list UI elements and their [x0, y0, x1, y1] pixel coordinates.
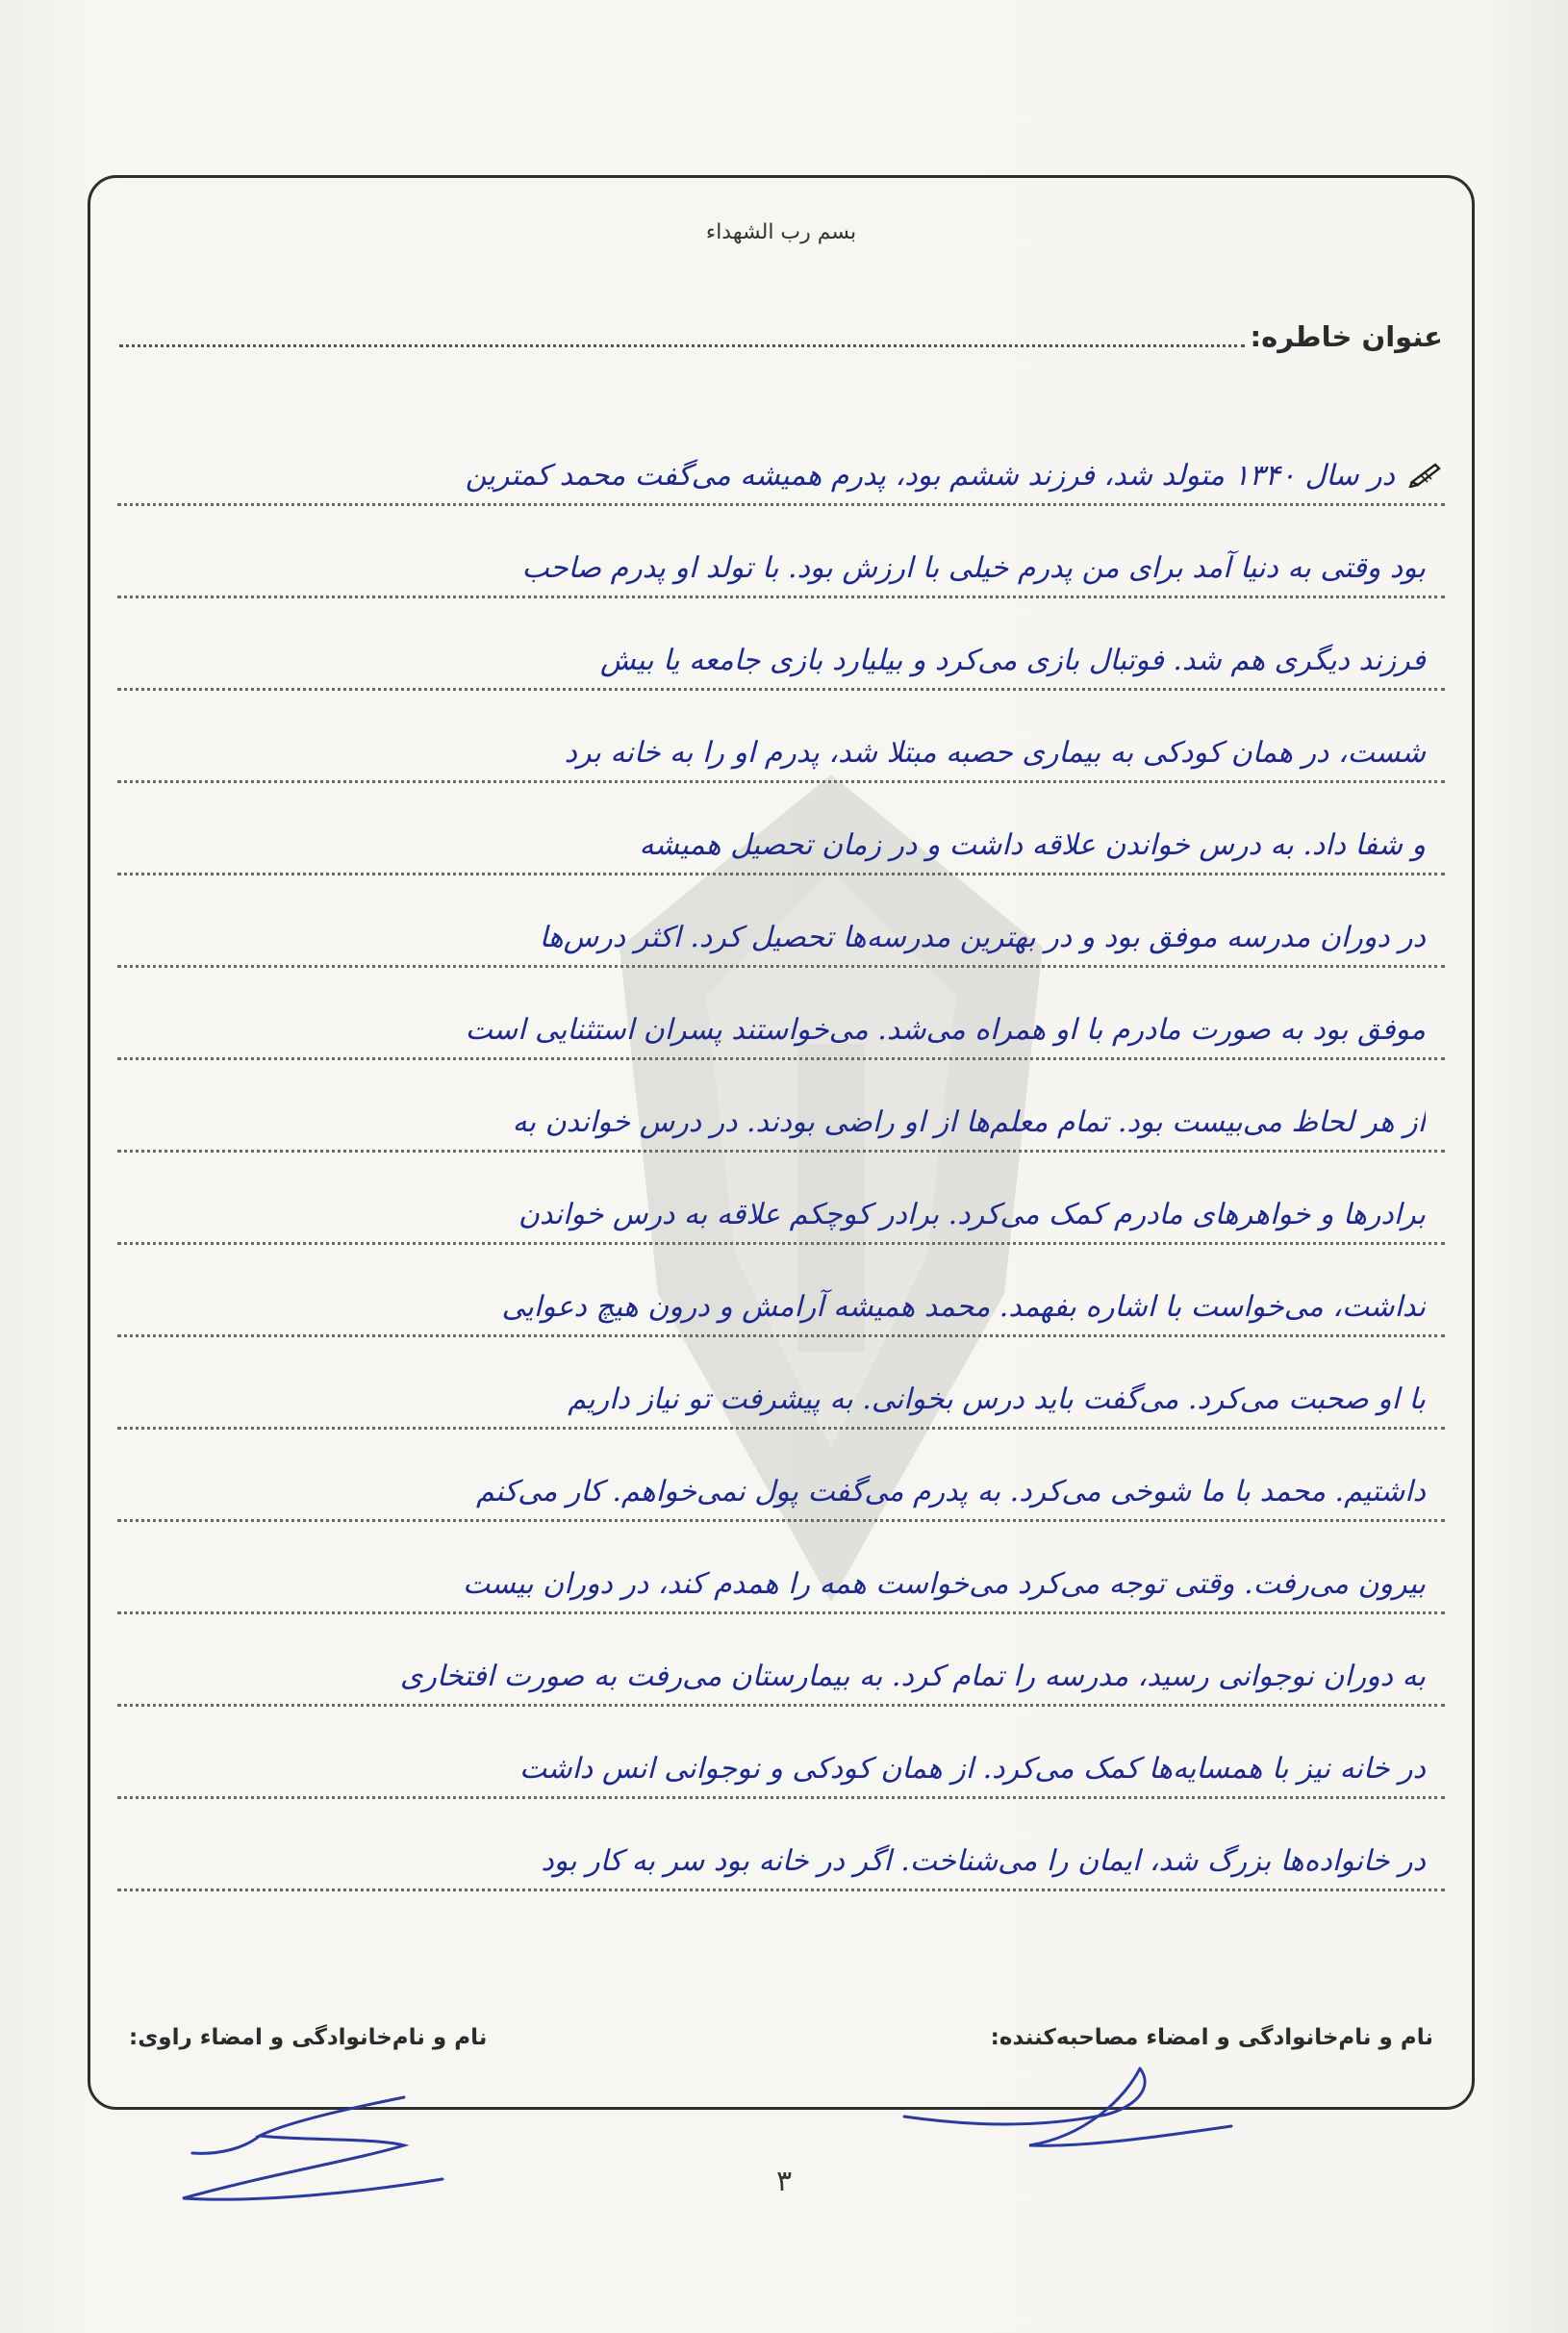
memoir-line: [117, 1430, 1445, 1522]
memoir-line: [117, 1245, 1445, 1337]
handwritten-line: از هر لحاظ می‌بیست بود. تمام معلم‌ها از او راضی بودند. در درس خواندن به: [512, 1105, 1426, 1139]
memoir-line: [117, 1060, 1445, 1153]
handwritten-line: فرزند دیگری هم شد. فوتبال بازی می‌کرد و بیلیارد بازی جامعه یا بیش: [599, 644, 1426, 677]
handwritten-line: در سال ۱۳۴۰ متولد شد، فرزند ششم بود، پدرم همیشه می‌گفت محمد کمترین: [465, 459, 1395, 493]
memoir-line: [117, 1799, 1445, 1891]
memoir-line: [117, 691, 1445, 783]
handwritten-line: در خانه نیز با همسایه‌ها کمک می‌کرد. از همان کودکی و نوجوانی انس داشت: [519, 1752, 1426, 1786]
handwritten-line: بود وقتی به دنیا آمد برای من پدرم خیلی با ارزش بود. با تولد او پدرم صاحب: [521, 551, 1426, 585]
handwritten-line: بیرون می‌رفت. وقتی توجه می‌کرد می‌خواست همه را همدم کند، در دوران بیست: [463, 1567, 1426, 1601]
memoir-line: [117, 506, 1445, 598]
memoir-line: [117, 1614, 1445, 1707]
memoir-line: [117, 783, 1445, 875]
title-label: عنوان خاطره:: [1250, 320, 1443, 353]
memoir-line: [117, 875, 1445, 968]
title-field: [119, 344, 1245, 347]
handwritten-line: موفق بود به صورت مادرم با او همراه می‌شد. می‌خواستند پسران استثنایی است: [465, 1013, 1426, 1047]
header-bismillah: بسم رب الشهداء: [705, 220, 857, 244]
interviewer-label: نام و نام‌خانوادگی و امضاء مصاحبه‌کننده:: [990, 2025, 1433, 2050]
pen-writing-icon: [1408, 459, 1443, 488]
handwritten-line: داشتیم. محمد با ما شوخی می‌کرد. به پدرم می‌گفت پول نمی‌خواهم. کار می‌کنم: [476, 1475, 1426, 1509]
memoir-line: [117, 1337, 1445, 1430]
memoir-form-frame: [88, 175, 1475, 2110]
title-row: [119, 315, 1443, 353]
handwritten-line: برادرها و خواهرهای مادرم کمک می‌کرد. برادر کوچکم علاقه به درس خواندن: [518, 1198, 1426, 1231]
handwritten-line: به دوران نوجوانی رسید، مدرسه را تمام کرد. به بیمارستان می‌رفت به صورت افتخاری: [399, 1660, 1426, 1693]
memoir-line: [117, 1522, 1445, 1614]
interviewer-signature: [895, 2059, 1241, 2165]
signature-labels: [129, 2025, 1433, 2050]
memoir-line: [117, 1707, 1445, 1799]
memoir-line: [117, 968, 1445, 1060]
handwritten-line: در خانواده‌ها بزرگ شد، ایمان را می‌شناخت. اگر در خانه بود سر به کار بود: [541, 1844, 1426, 1878]
narrator-label: نام و نام‌خانوادگی و امضاء راوی:: [129, 2025, 488, 2050]
memoir-line: [117, 1153, 1445, 1245]
handwritten-line: با او صحبت می‌کرد. می‌گفت باید درس بخوانی. به پیشرفت تو نیاز داریم: [568, 1382, 1426, 1416]
memoir-lines: [117, 414, 1445, 1891]
handwritten-line: در دوران مدرسه موفق بود و در بهترین مدرسه‌ها تحصیل کرد. اکثر درس‌ها: [539, 921, 1426, 954]
page-number: ۳: [775, 2165, 793, 2198]
handwritten-line: نداشت، می‌خواست با اشاره بفهمد. محمد همیشه آرامش و درون هیچ دعوایی: [501, 1290, 1426, 1324]
memoir-line: [117, 598, 1445, 691]
handwritten-line: و شفا داد. به درس خواندن علاقه داشت و در زمان تحصیل همیشه: [639, 828, 1426, 862]
handwritten-line: شست، در همان کودکی به بیماری حصبه مبتلا شد، پدرم او را به خانه برد: [564, 736, 1426, 770]
memoir-line: [117, 414, 1445, 506]
